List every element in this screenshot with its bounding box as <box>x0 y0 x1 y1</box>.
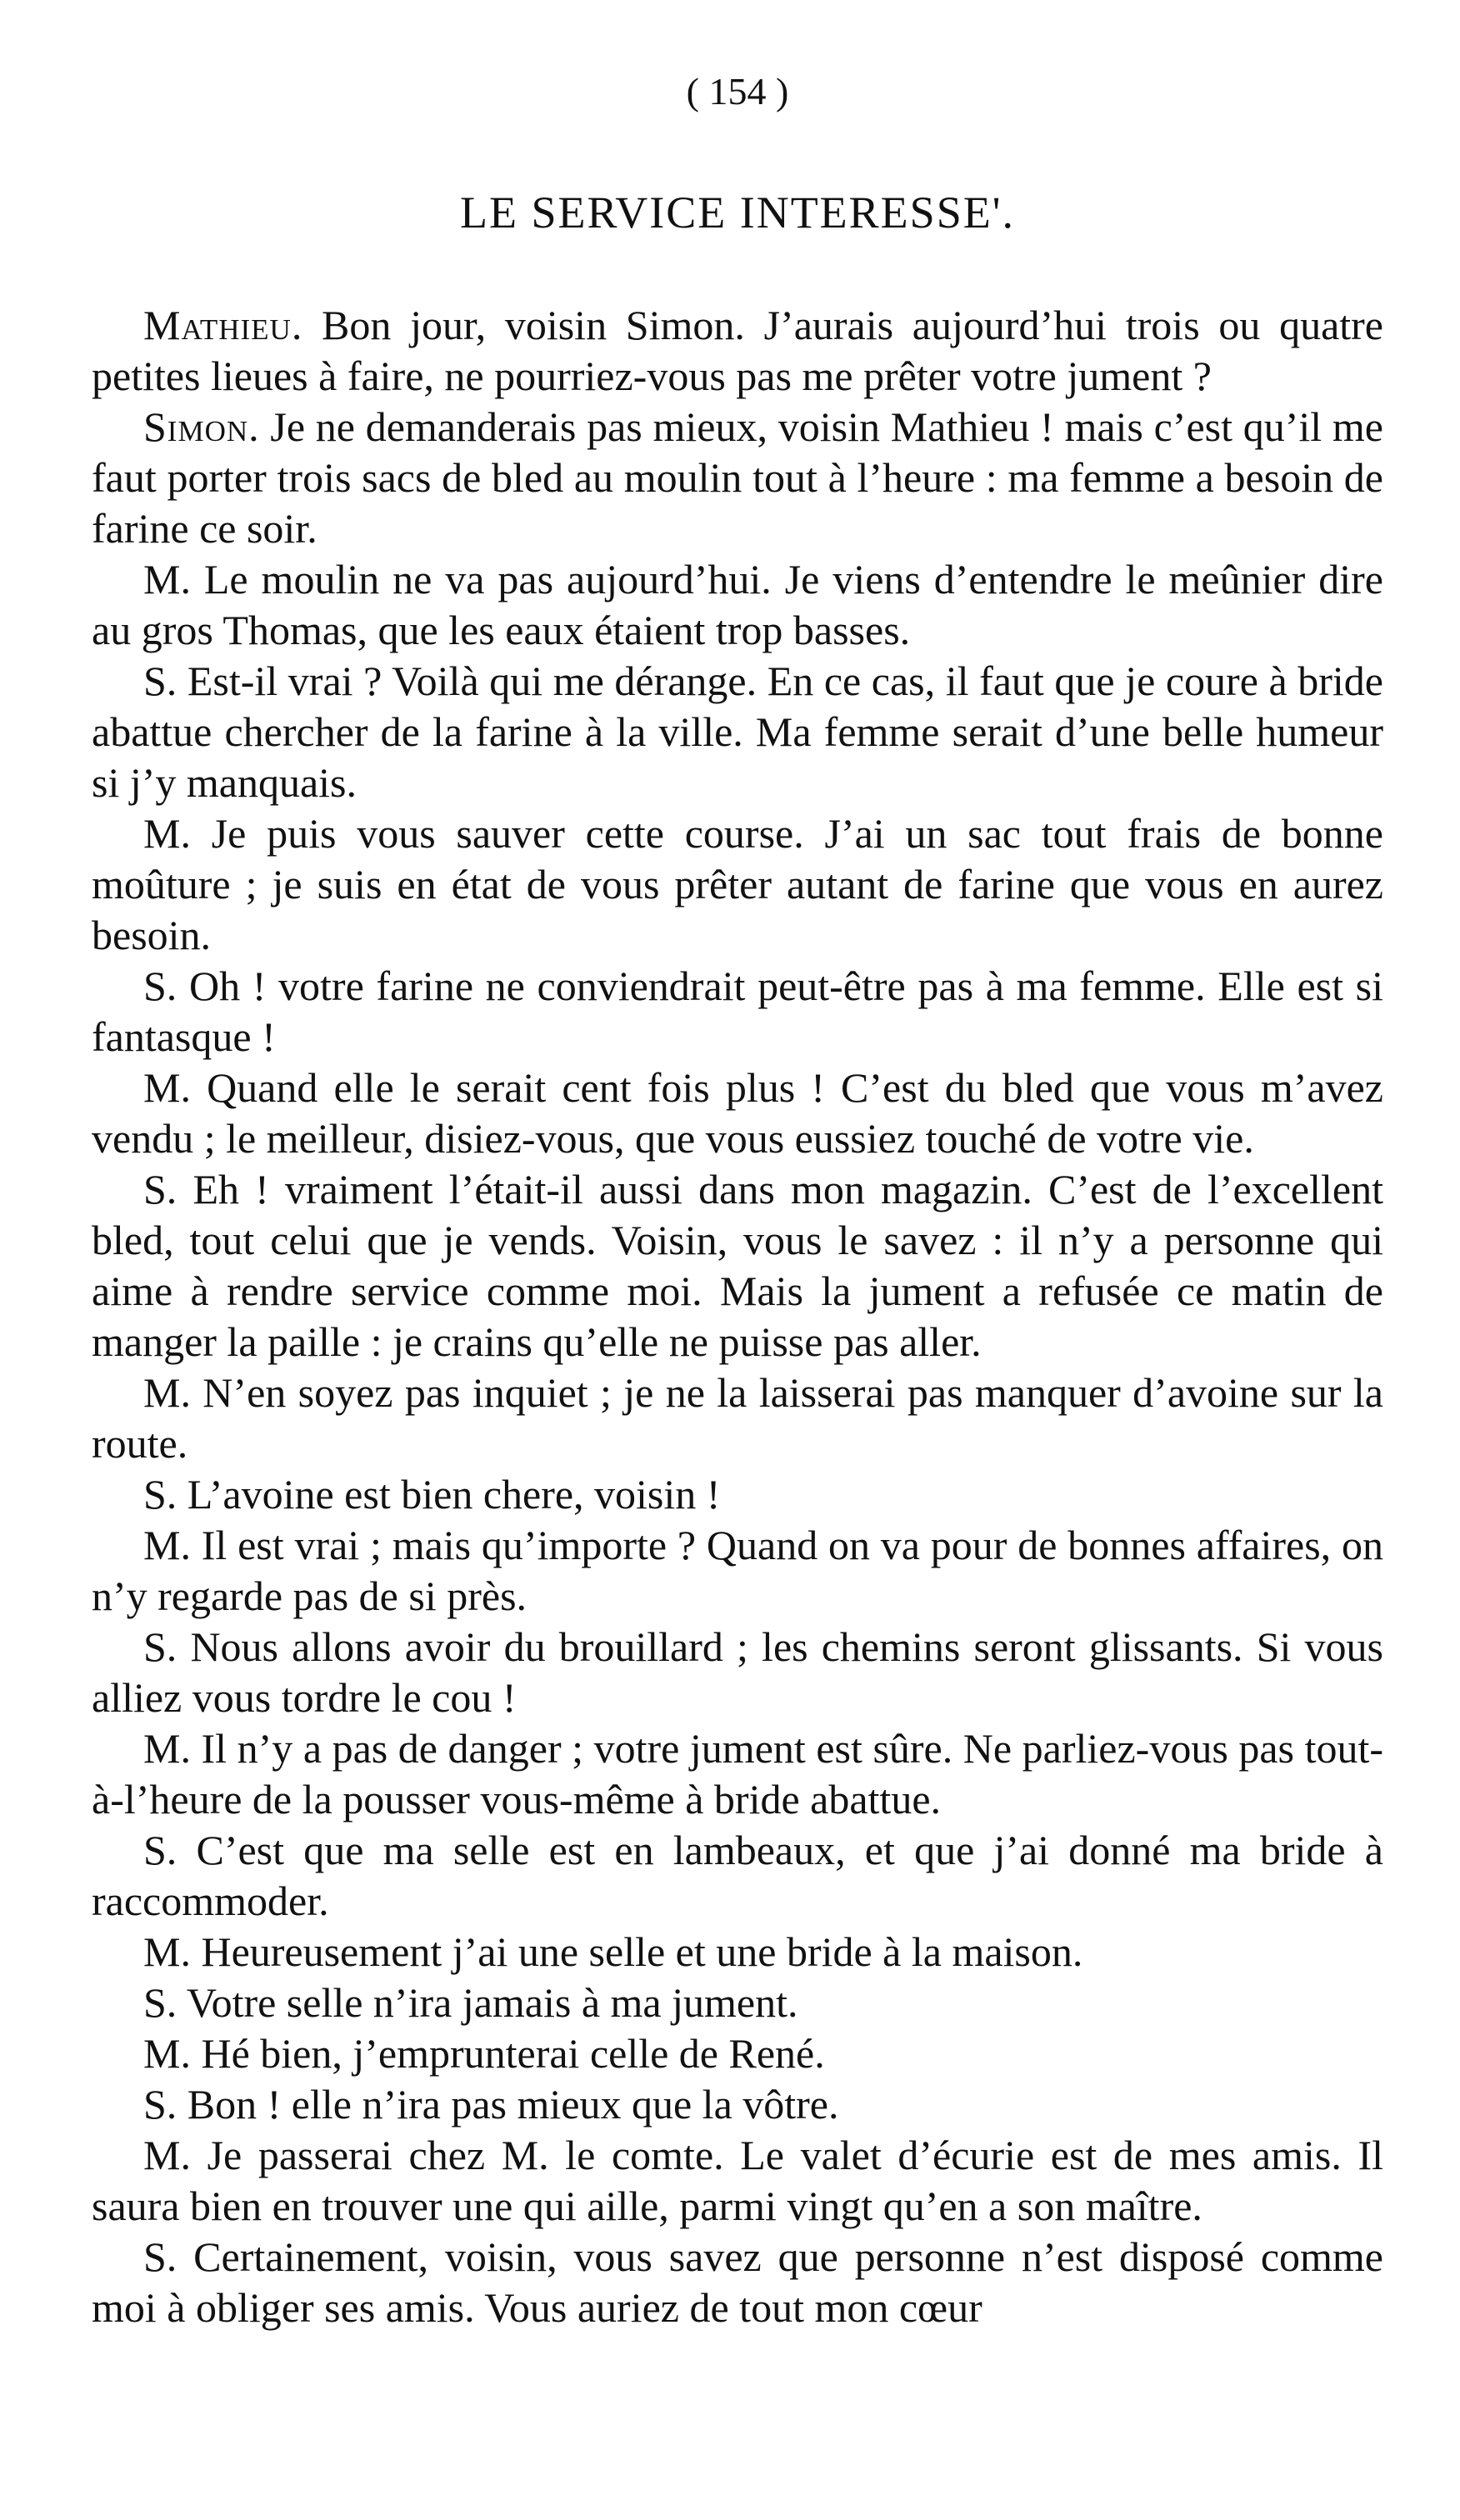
paragraph-text: S. Votre selle n’ira jamais à ma jument. <box>143 1979 798 2026</box>
paragraph-text: M. Le moulin ne va pas aujourd’hui. Je viens d’entendre le meûnier dire au gros Thomas, que les eaux étaient trop basses. <box>92 556 1383 653</box>
speaker-name: Mathieu. <box>143 302 303 348</box>
page-title: LE SERVICE INTERESSE'. <box>460 188 1015 238</box>
speaker-name: Simon. <box>143 403 260 450</box>
dialogue-paragraph <box>92 656 1383 808</box>
dialogue-paragraph <box>92 961 1383 1062</box>
dialogue-paragraph <box>92 402 1383 554</box>
dialogue-paragraph <box>92 1520 1383 1622</box>
dialogue-paragraph <box>92 1978 1383 2028</box>
page-number: ( 154 ) <box>686 70 789 112</box>
dialogue-paragraph <box>92 1062 1383 1164</box>
paragraph-text: M. Hé bien, j’emprunterai celle de René. <box>143 2030 825 2077</box>
paragraph-text: S. Est-il vrai ? Voilà qui me dérange. En ce cas, il faut que je coure à bride abattue chercher de la farine à la ville. Ma femme serait d’une belle humeur si j’y manquais. <box>92 658 1383 806</box>
dialogue-paragraph <box>92 1825 1383 1927</box>
paragraph-text: S. L’avoine est bien chere, voisin ! <box>143 1471 721 1518</box>
paragraph-text: Je ne demanderais pas mieux, voisin Mathieu ! mais c’est qu’il me faut porter trois sacs de bled au moulin tout à l’heure : ma femme a besoin de farine ce soir. <box>92 403 1383 552</box>
paragraph-text: S. Certainement, voisin, vous savez que personne n’est disposé comme moi à obliger ses amis. Vous auriez de tout mon cœur <box>92 2233 1383 2331</box>
dialogue-paragraph <box>92 1723 1383 1825</box>
dialogue-paragraph <box>92 2028 1383 2079</box>
dialogue-paragraph <box>92 2079 1383 2130</box>
dialogue-paragraph <box>92 1469 1383 1520</box>
dialogue-body <box>92 300 1383 2333</box>
dialogue-paragraph <box>92 1927 1383 1978</box>
paragraph-text: S. Oh ! votre farine ne conviendrait peut-être pas à ma femme. Elle est si fantasque ! <box>92 962 1383 1060</box>
paragraph-text: M. Il n’y a pas de danger ; votre jument est sûre. Ne parliez-vous pas tout-à-l’heure de la pousser vous-même à bride abattue. <box>92 1725 1383 1822</box>
paragraph-text: M. Je puis vous sauver cette course. J’ai un sac tout frais de bonne moûture ; je suis en état de vous prêter autant de farine que vous en aurez besoin. <box>92 810 1383 958</box>
paragraph-text: S. Eh ! vraiment l’était-il aussi dans mon magazin. C’est de l’excellent bled, tout celui que je vends. Voisin, vous le savez : il n’y a personne qui aime à rendre service comme moi. Mais la jument a refusée ce matin de manger la paille : je crains qu’elle ne puisse pas aller. <box>92 1166 1383 1365</box>
paragraph-text: M. Il est vrai ; mais qu’importe ? Quand on va pour de bonnes affaires, on n’y regarde pas de si près. <box>92 1522 1383 1619</box>
dialogue-paragraph <box>92 808 1383 961</box>
paragraph-text: S. C’est que ma selle est en lambeaux, et que j’ai donné ma bride à raccommoder. <box>92 1827 1383 1924</box>
paragraph-text: S. Bon ! elle n’ira pas mieux que la vôtre. <box>143 2081 839 2128</box>
paragraph-text: M. N’en soyez pas inquiet ; je ne la laisserai pas manquer d’avoine sur la route. <box>92 1369 1383 1467</box>
paragraph-text: M. Heureusement j’ai une selle et une bride à la maison. <box>143 1928 1083 1975</box>
paragraph-text: M. Je passerai chez M. le comte. Le valet d’écurie est de mes amis. Il saura bien en trouver une qui aille, parmi vingt qu’en a son maître. <box>92 2132 1383 2229</box>
dialogue-paragraph <box>92 2232 1383 2333</box>
paragraph-text: Bon jour, voisin Simon. J’aurais aujourd’hui trois ou quatre petites lieues à faire, ne pourriez-vous pas me prêter votre jument ? <box>92 302 1383 399</box>
dialogue-paragraph <box>92 2130 1383 2232</box>
dialogue-paragraph <box>92 300 1383 402</box>
paragraph-text: M. Quand elle le serait cent fois plus ! C’est du bled que vous m’avez vendu ; le meilleur, disiez-vous, que vous eussiez touché de votre vie. <box>92 1064 1383 1162</box>
paragraph-text: S. Nous allons avoir du brouillard ; les chemins seront glissants. Si vous alliez vous tordre le cou ! <box>92 1623 1383 1721</box>
dialogue-paragraph <box>92 1368 1383 1469</box>
book-page <box>92 67 1383 2333</box>
dialogue-paragraph <box>92 1164 1383 1368</box>
dialogue-paragraph <box>92 554 1383 656</box>
dialogue-paragraph <box>92 1622 1383 1723</box>
